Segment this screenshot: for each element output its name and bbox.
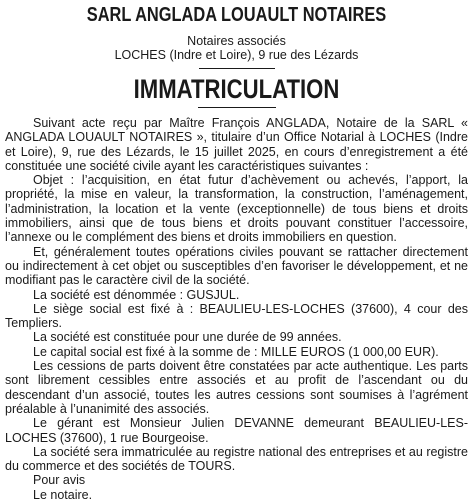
paragraph-gerant: Le gérant est Monsieur Julien DEVANNE demeurant BEAULIEU-LES-LOCHES (37600), 1 rue Bourgeoise. xyxy=(5,416,468,445)
paragraph-intro: Suivant acte reçu par Maître François ANGLADA, Notaire de la SARL « ANGLADA LOUAULT NOTAIRES », titulaire d’un Office Notarial à LOCHES (Indre et Loire), 9, rue des Lézards, le 15 juillet 2025, en cours d’enregistrement a été constituée une société civile ayant les caractéristiques suivantes : xyxy=(5,116,468,173)
firm-address: LOCHES (Indre et Loire), 9 rue des Lézards xyxy=(114,48,359,62)
paragraph-denomination: La société est dénommée : GUSJUL. xyxy=(33,287,240,302)
header-divider xyxy=(199,68,275,69)
paragraph-objet: Objet : l’acquisition, en état futur d’achèvement ou achevés, l’apport, la propriété, la mise en valeur, la transformation, la construction, l’aménagement, l’administration, la location et la vente (exceptionnelle) de tous biens et droits immobiliers, ainsi que de tous biens et droits pouvant constituer l’accessoire, l’annexe ou le complément des biens et droits immobiliers en question. xyxy=(5,173,468,245)
title-divider xyxy=(198,107,276,108)
firm-subtitle: Notaires associés xyxy=(187,34,286,48)
paragraph-duree: La société est constituée pour une durée de 99 années. xyxy=(33,330,342,345)
paragraph-siege: Le siège social est fixé à : BEAULIEU-LES-LOCHES (37600), 4 cour des Templiers. xyxy=(5,301,468,331)
firm-name: SARL ANGLADA LOUAULT NOTAIRES xyxy=(86,4,387,26)
paragraph-pour-avis: Pour avis xyxy=(33,473,86,488)
paragraph-signature: Le notaire. xyxy=(33,487,93,502)
notice-body xyxy=(5,116,468,502)
paragraph-operations: Et, généralement toutes opérations civiles pouvant se rattacher directement ou indirectement à cet objet ou susceptibles d’en favoriser le développement, et ne modifiant pas le caractère civil de la société. xyxy=(5,244,468,288)
paragraph-cessions: Les cessions de parts doivent être constatées par acte authentique. Les parts sont librement cessibles entre associés et au profit de l’ascendant ou du descendant d’un associé, toutes les autres cessions sont soumises à l’agrément préalable à l’unanimité des associés. xyxy=(5,359,468,416)
paragraph-immatriculation: La société sera immatriculée au registre national des entreprises et au registre du commerce et des sociétés de TOURS. xyxy=(5,444,468,474)
notice-title: IMMATRICULATION xyxy=(133,74,340,104)
paragraph-capital: Le capital social est fixé à la somme de : MILLE EUROS (1 000,00 EUR). xyxy=(33,344,439,359)
